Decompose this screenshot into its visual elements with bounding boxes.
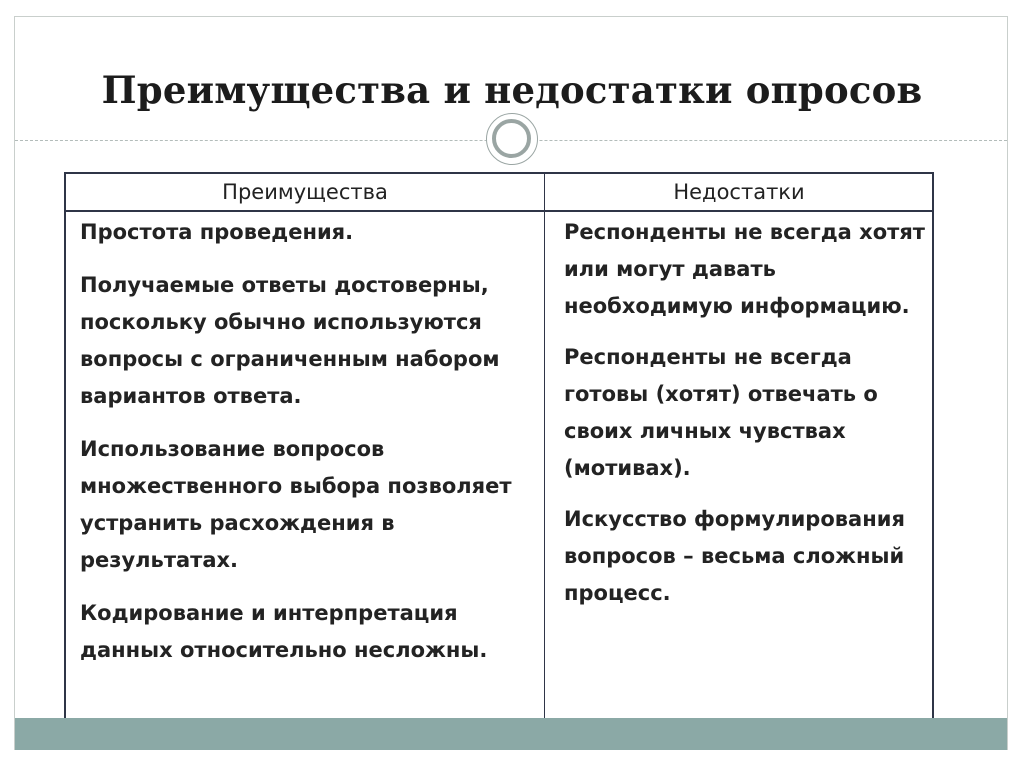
footer-band	[15, 718, 1007, 750]
comparison-table	[64, 172, 934, 720]
disadvantage-item: Искусство формулирования вопросов – весьма сложный процесс.	[564, 507, 905, 605]
column-divider	[544, 174, 545, 718]
header-divider	[66, 210, 932, 212]
slide-title: Преимущества и недостатки опросов	[101, 68, 923, 112]
disadvantage-item: Респонденты не всегда хотят или могут давать необходимую информацию.	[564, 220, 925, 318]
advantages-cell	[80, 214, 538, 685]
disadvantages-cell	[564, 214, 930, 626]
advantage-item: Использование вопросов множественного выбора позволяет устранить расхождения в результатах.	[80, 437, 512, 572]
disadvantages-header: Недостатки	[673, 180, 805, 204]
advantage-item: Получаемые ответы достоверны, поскольку обычно используются вопросы с ограниченным набором вариантов ответа.	[80, 273, 500, 408]
advantage-item: Простота проведения.	[80, 220, 354, 244]
disadvantage-item: Респонденты не всегда готовы (хотят) отвечать о своих личных чувствах (мотивах).	[564, 345, 878, 480]
circle-ornament-icon	[486, 113, 538, 165]
advantages-header: Преимущества	[222, 180, 388, 204]
advantage-item: Кодирование и интерпретация данных относительно несложны.	[80, 601, 488, 662]
